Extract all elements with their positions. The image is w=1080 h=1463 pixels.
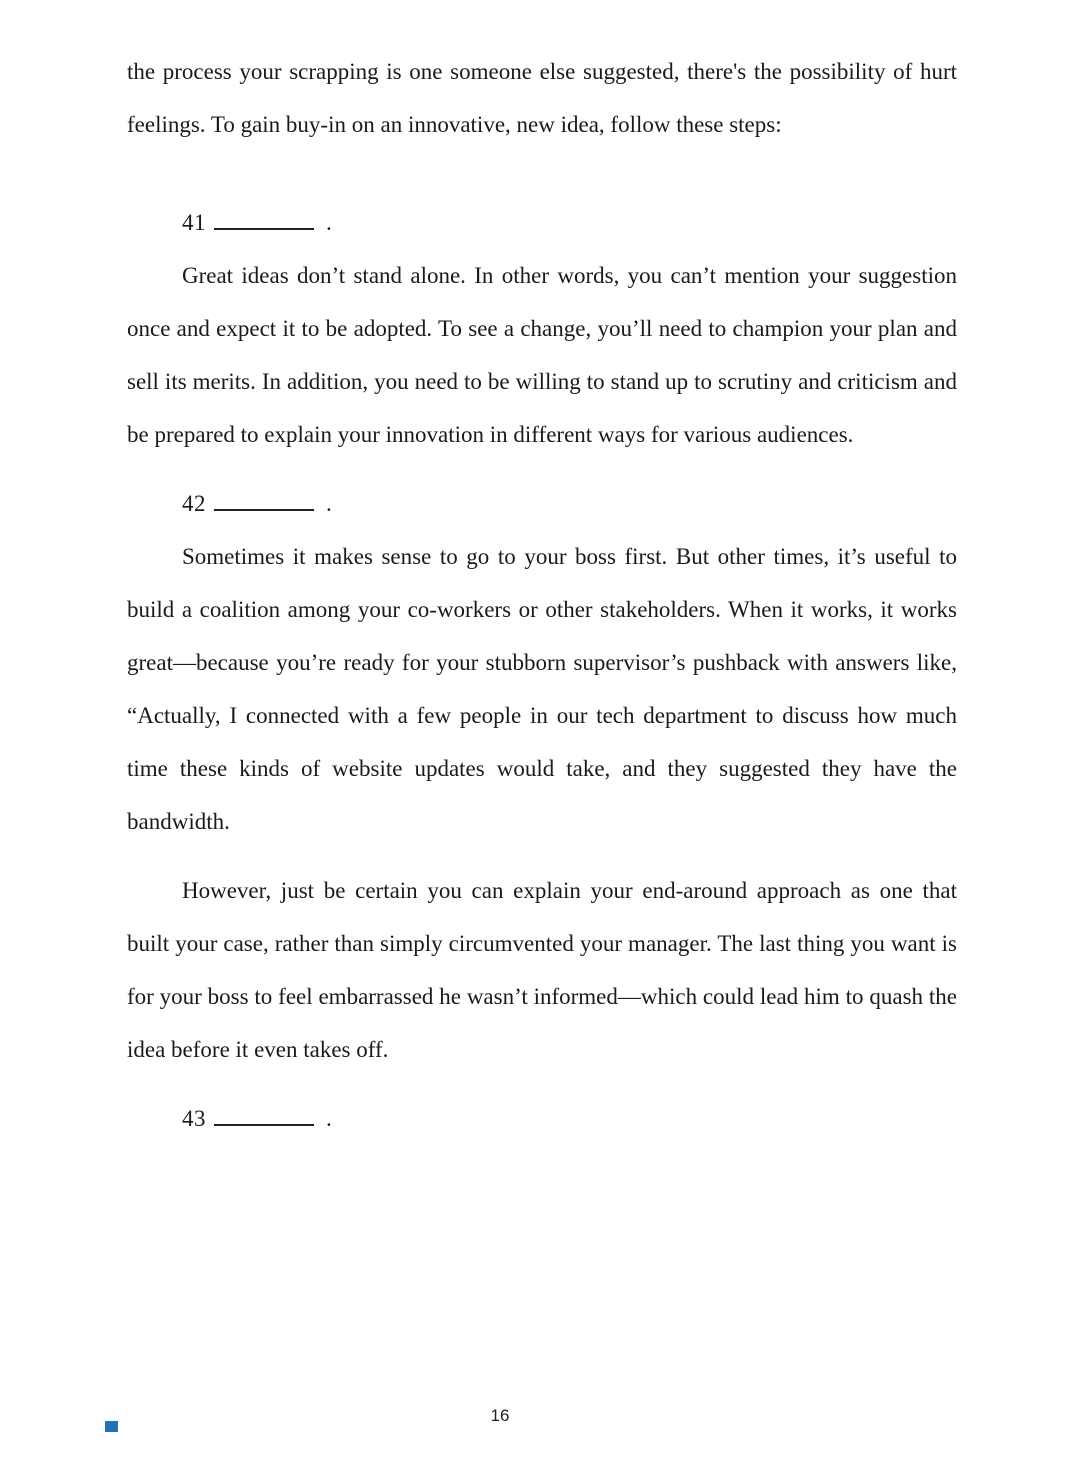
blank-period-41: . [326, 210, 332, 235]
question-blank-41 [127, 196, 957, 249]
blank-period-43: . [326, 1106, 332, 1131]
question-number-41: 41 [182, 210, 206, 235]
footer-marker-square [105, 1421, 118, 1432]
answer-blank-line-41 [214, 204, 314, 230]
question-blank-42 [127, 477, 957, 530]
page-number: 16 [490, 1406, 510, 1425]
blank-period-42: . [326, 491, 332, 516]
answer-blank-line-43 [214, 1100, 314, 1126]
paragraph-intro: the process your scrapping is one someone else suggested, there's the possibility of hurt feelings. To gain buy-in on an innovative, new idea, follow these steps: [127, 59, 957, 137]
question-blank-43 [127, 1092, 957, 1145]
question-number-42: 42 [182, 491, 206, 516]
paragraph-answer-41: Great ideas don’t stand alone. In other words, you can’t mention your suggestion once and expect it to be adopted. To see a change, you’ll need to champion your plan and sell its merits. In addition, you need to be willing to stand up to scrutiny and criticism and be prepared to explain your innovation in different ways for various audiences. [127, 263, 957, 447]
passage-body [127, 45, 957, 1145]
paragraph-however: However, just be certain you can explain your end-around approach as one that built your case, rather than simply circumvented your manager. The last thing you want is for your boss to feel embarrassed he wasn’t informed—which could lead him to quash the idea before it even takes off. [127, 878, 957, 1062]
answer-blank-line-42 [214, 485, 314, 511]
paragraph-answer-42: Sometimes it makes sense to go to your boss first. But other times, it’s useful to build a coalition among your co-workers or other stakeholders. When it works, it works great—because you’re ready for your stubborn supervisor’s pushback with answers like, “Actually, I connected with a few people in our tech department to discuss how much time these kinds of website updates would take, and they suggested they have the bandwidth. [127, 544, 957, 834]
question-number-43: 43 [182, 1106, 206, 1131]
